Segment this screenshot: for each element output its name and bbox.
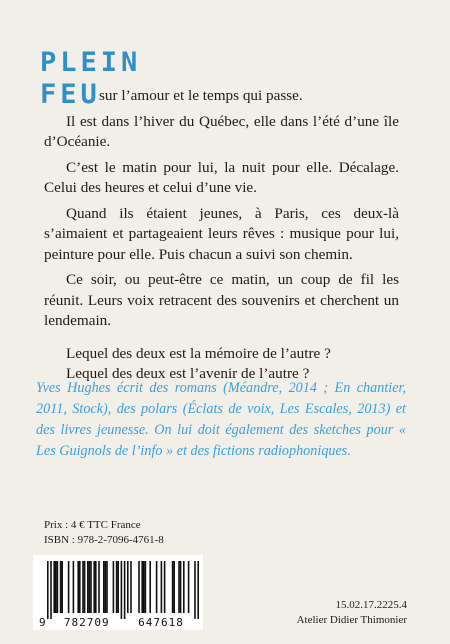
blurb-paragraph: sur l’amour et le temps qui passe. — [99, 87, 303, 104]
barcode-bar — [73, 561, 75, 613]
barcode-bar — [183, 561, 185, 613]
barcode-bar — [124, 561, 126, 619]
barcode-bar — [95, 561, 97, 613]
barcode-bar — [117, 561, 119, 613]
barcode-bar — [145, 561, 147, 613]
barcode-bar — [141, 561, 143, 613]
barcode-bar — [143, 561, 145, 613]
barcode-bar — [130, 561, 132, 613]
barcode-bar — [79, 561, 81, 613]
barcode-bar — [47, 561, 49, 619]
barcode-bar — [57, 561, 59, 613]
barcode-bar — [127, 561, 129, 613]
barcode-bar — [194, 561, 196, 619]
barcode-bar — [105, 561, 107, 613]
question-line: Lequel des deux est la mémoire de l’autre ? — [66, 344, 331, 362]
blurb-paragraph: Quand ils étaient jeunes, à Paris, ces deux-là s’aimaient et partageaient leurs rêves : musique pour lui, peinture pour elle. Puis chacun a suivi son chemin. — [44, 204, 399, 263]
barcode-graphic — [33, 555, 203, 630]
barcode-bar — [90, 561, 92, 613]
barcode-bar — [82, 561, 84, 613]
back-cover-blurb — [44, 86, 399, 385]
barcode-bar — [164, 561, 166, 613]
barcode-bar — [180, 561, 182, 613]
barcode-bar — [116, 561, 118, 613]
barcode-digit-group: 647618 — [138, 616, 184, 629]
barcode-bar — [149, 561, 151, 613]
blurb-paragraph: C’est le matin pour lui, la nuit pour elle. Décalage. Celui des heures et celui d’une vie. — [44, 158, 399, 196]
price-isbn-block — [44, 518, 164, 547]
barcode-bar — [197, 561, 199, 619]
logo-line-1: PLEIN — [40, 47, 142, 78]
barcode-digit-group: 9 — [39, 616, 47, 629]
barcode-bar — [84, 561, 86, 613]
print-code: 15.02.17.2225.4 — [335, 599, 407, 611]
barcode-bar — [68, 561, 70, 613]
blurb-paragraph: Il est dans l’hiver du Québec, elle dans l’été d’une île d’Océanie. — [44, 112, 399, 150]
barcode-bar — [113, 561, 115, 613]
barcode-bar — [60, 561, 62, 613]
barcode-bar — [138, 561, 140, 613]
barcode-bar — [106, 561, 108, 613]
blurb-paragraph: Ce soir, ou peut-être ce matin, un coup de fil les réunit. Leurs voix retracent des souvenirs et cherchent un lendemain. — [44, 271, 399, 329]
price-text: Prix : 4 € TTC France — [44, 519, 141, 531]
barcode-bar — [188, 561, 190, 613]
publisher-name: Atelier Didier Thimonier — [296, 614, 407, 626]
question-line: Lequel des deux est l’avenir de l’autre ? — [66, 365, 310, 382]
isbn-text: ISBN : 978-2-7096-4761-8 — [44, 533, 164, 546]
barcode-bar — [77, 561, 79, 613]
barcode-digit-group: 782709 — [63, 616, 110, 629]
barcode-bar — [98, 561, 100, 613]
barcode-bar — [161, 561, 163, 613]
barcode-bar — [156, 561, 158, 613]
barcode-bar — [50, 561, 52, 619]
barcode-bar — [87, 561, 89, 613]
author-note: Yves Hughes écrit des romans (Méandre, 2014 ; En chantier, 2011, Stock), des polars (Éclats de voix, Les Escales, 2013) et des livres jeunesse. On lui doit également des sketches pour « Les Guignols de l’info » et des fictions radiophoniques. — [36, 380, 406, 459]
logo-line-2: FEU — [40, 79, 101, 110]
barcode-bar — [103, 561, 105, 613]
barcode-bar — [172, 561, 174, 613]
barcode-bar — [173, 561, 175, 613]
barcode-bar — [178, 561, 180, 613]
barcode-bar — [93, 561, 95, 613]
barcode-bar — [53, 561, 55, 613]
barcode-bar — [89, 561, 91, 613]
barcode-bar — [121, 561, 123, 619]
barcode-bar — [61, 561, 63, 613]
isbn-barcode — [33, 555, 203, 630]
imprint-block — [297, 598, 407, 628]
barcode-bar — [55, 561, 57, 613]
